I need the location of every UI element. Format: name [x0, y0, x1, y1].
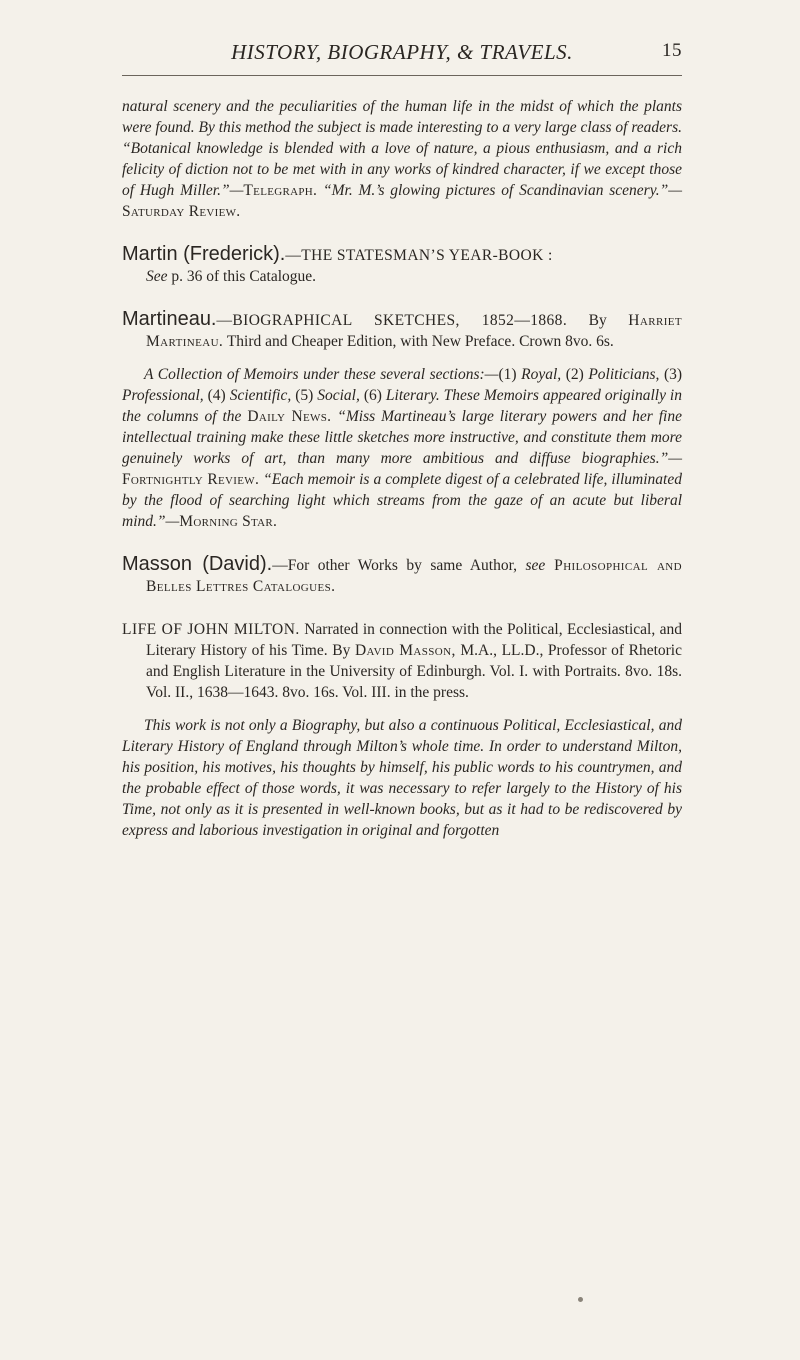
- by-label: By: [588, 312, 629, 329]
- see-other-works: —For other Works by same Author,: [272, 557, 526, 574]
- entry-title-statesmans-year-book: —THE STATESMAN’S YEAR-BOOK :: [285, 247, 553, 264]
- source-saturday-review: Saturday Review.: [122, 203, 241, 220]
- desc-part: Literary. These Memoirs appeared originally in the columns of the: [122, 387, 682, 425]
- entry-martineau: [122, 309, 682, 532]
- desc-part: A Collection of Memoirs under these several sections:—: [144, 366, 499, 383]
- desc-part: Royal,: [521, 366, 566, 383]
- entry-author-masson: Masson (David).: [122, 553, 273, 575]
- continuation-paragraph: [122, 96, 682, 222]
- desc-part: (5): [295, 387, 318, 404]
- desc-part: Scientific,: [229, 387, 296, 404]
- desc-part: Social,: [317, 387, 364, 404]
- author-harriet-martineau: Harriet Martineau.: [146, 312, 683, 350]
- catalogue-page: [122, 40, 682, 841]
- desc-part: “Each memoir is a complete digest of a celebrated life, illuminated by the flood of searching light which streams from the gaze of an acute but liberal mind.”—: [122, 471, 682, 530]
- source-morning-star: Morning Star.: [179, 513, 278, 530]
- desc-part: (2): [565, 366, 589, 383]
- source-telegraph: Telegraph.: [243, 182, 318, 199]
- author-david-masson: David Masson,: [354, 642, 456, 659]
- entry-title-biographical-sketches: —BIOGRAPHICAL SKETCHES, 1852—1868.: [216, 312, 568, 329]
- continuation-text-2: “Mr. M.’s glowing pictures of Scandinavian scenery.”—: [317, 182, 682, 199]
- edition-details: Third and Cheaper Edition, with New Preface. Crown 8vo. 6s.: [223, 333, 614, 350]
- entry-author-martineau: Martineau.: [122, 308, 217, 330]
- source-daily-news: Daily News.: [247, 408, 332, 425]
- desc-part: “Miss Martineau’s large literary powers and her fine intellectual training make these little sketches more instructive, and constitute them more genuinely works of art, than many more ambitious and diffuse biographies.”—: [122, 408, 682, 467]
- source-fortnightly-review: Fortnightly Review.: [122, 471, 260, 488]
- desc-part: (4): [207, 387, 230, 404]
- entry-life-of-milton: [122, 619, 682, 841]
- entry-masson: [122, 554, 682, 597]
- martineau-description: [122, 364, 682, 532]
- desc-part: Politicians,: [588, 366, 664, 383]
- see-reference: p. 36 of this Catalogue.: [167, 268, 317, 285]
- milton-description: This work is not only a Biography, but also a continuous Political, Ecclesiastical, and Literary History of England through Milton’s whole time. In order to understand Milton, his position, his motives, his thoughts by himself, his public words to his countrymen, and the probable effect of those words, it was necessary to refer largely to the History of his Time, not only as it is presented in well-known books, but as it had to be rediscovered by express and laborious investigation in original and forgotten: [122, 717, 682, 839]
- page-header-title: HISTORY, BIOGRAPHY, & TRAVELS.: [231, 40, 573, 64]
- paper-speck: [578, 1297, 583, 1302]
- entry-title-life-of-milton: LIFE OF JOHN MILTON.: [122, 621, 300, 638]
- running-head: [122, 40, 682, 76]
- milton-details-2: M.A., LL.D., Professor of Rhetoric and English Literature in the University of Edinburgh. Vol. I. with Portraits. 8vo. 18s. Vol. II., 1638—1643. 8vo. 16s. Vol. III. in the press.: [146, 642, 682, 701]
- see-label: see: [525, 557, 546, 574]
- catalogue-references: Philosophical and Belles Lettres Catalogues.: [146, 557, 682, 595]
- desc-part: (1): [498, 366, 522, 383]
- desc-part: Professional,: [122, 387, 208, 404]
- see-label: See: [146, 268, 168, 285]
- entry-author-martin: Martin (Frederick).: [122, 243, 286, 265]
- milton-details-1: Narrated in connection with the Political, Ecclesiastical, and Literary History of his Time. By: [146, 621, 682, 659]
- entry-martin: [122, 244, 682, 287]
- desc-part: (3): [663, 366, 683, 383]
- continuation-text-1: natural scenery and the peculiarities of the human life in the midst of which the plants were found. By this method the subject is made interesting to a very large class of readers. “Botanical knowledge is blended with a love of nature, a pious enthusiasm, and a rich felicity of diction not to be met with in any works of kindred character, if we except those of Hugh Miller.”—: [122, 98, 682, 199]
- page-number: 15: [662, 40, 682, 61]
- desc-part: (6): [363, 387, 386, 404]
